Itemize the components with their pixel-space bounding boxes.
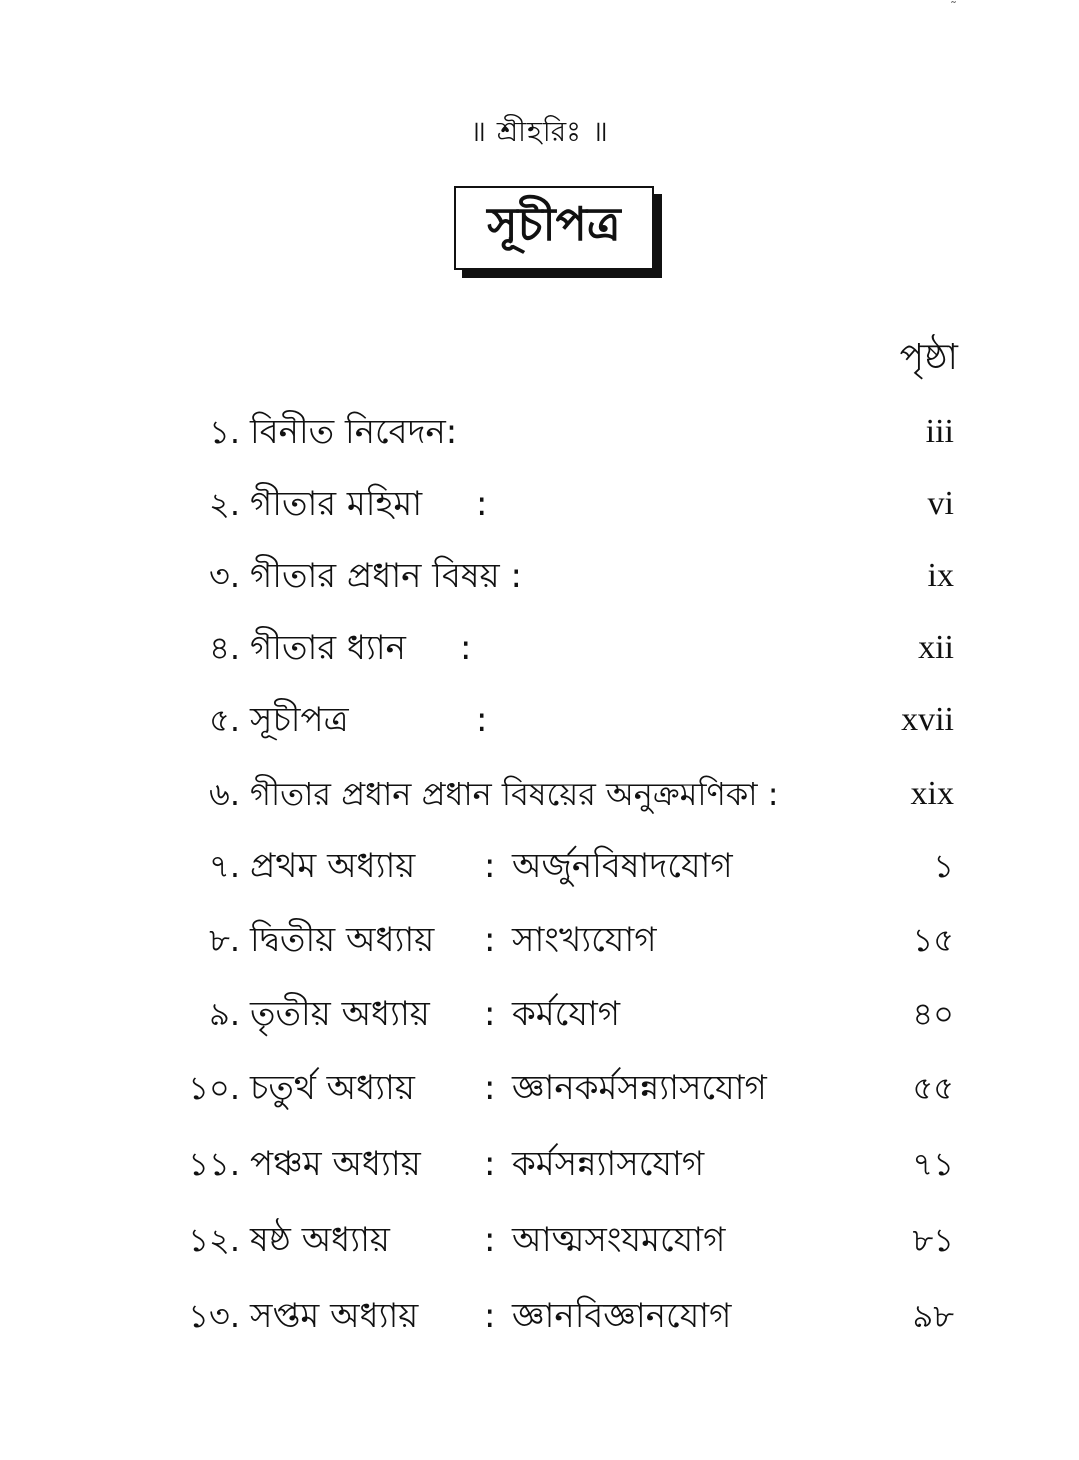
toc-number: ১০. — [188, 1069, 240, 1107]
toc-page-number: xix — [910, 775, 954, 812]
toc-row — [0, 402, 1079, 462]
toc-row — [0, 984, 1079, 1044]
toc-label: প্রথম অধ্যায় — [250, 846, 416, 886]
toc-label: দ্বিতীয় অধ্যায় — [250, 920, 435, 960]
toc-row — [0, 910, 1079, 970]
toc-page-number: ৯৮ — [912, 1297, 954, 1335]
toc-page-number: ১ — [933, 847, 954, 885]
toc-colon: : — [460, 628, 472, 668]
toc-row — [0, 546, 1079, 606]
corner-mark: ˜ — [950, 0, 957, 16]
toc-page-number: ৪০ — [912, 995, 954, 1033]
toc-label: সপ্তম অধ্যায় — [250, 1296, 419, 1336]
toc-subtitle: কর্মযোগ — [512, 994, 621, 1034]
toc-number: ৮. — [209, 921, 240, 959]
title-frame — [454, 186, 654, 270]
toc-number: ৯. — [209, 995, 240, 1033]
toc-label: গীতার মহিমা — [250, 484, 423, 524]
toc-page-number: ৫৫ — [912, 1069, 954, 1107]
page-column-heading: পৃষ্ঠা — [899, 337, 958, 378]
toc-colon: : — [484, 994, 496, 1034]
toc-label: গীতার ধ্যান — [250, 628, 406, 668]
toc-subtitle: সাংখ্যযোগ — [512, 920, 657, 960]
toc-subtitle: কর্মসন্ন্যাসযোগ — [512, 1144, 705, 1184]
toc-subtitle: জ্ঞানকর্মসন্ন্যাসযোগ — [512, 1068, 767, 1108]
toc-row — [0, 1286, 1079, 1346]
toc-colon: : — [476, 700, 488, 740]
toc-page-number: ix — [927, 557, 954, 594]
toc-colon: : — [484, 1220, 496, 1260]
toc-row — [0, 690, 1079, 750]
toc-colon: : — [484, 846, 496, 886]
toc-number: ১১. — [188, 1145, 240, 1183]
toc-label: গীতার প্রধান প্রধান বিষয়ের অনুক্রমণিকা : — [250, 775, 779, 813]
toc-label: চতুর্থ অধ্যায় — [250, 1068, 415, 1108]
title-box — [454, 186, 654, 270]
toc-number: ১. — [209, 413, 240, 451]
invocation-line: ॥ শ্রীহরিঃ ॥ — [470, 115, 609, 148]
toc-number: ৬. — [209, 775, 240, 813]
toc-number: ৭. — [209, 847, 240, 885]
toc-row — [0, 836, 1079, 896]
toc-colon: : — [484, 1296, 496, 1336]
toc-number: ২. — [209, 485, 240, 523]
toc-page-number: xvii — [901, 701, 954, 738]
toc-page-number: iii — [925, 413, 954, 450]
toc-page-number: ৮১ — [912, 1221, 954, 1259]
toc-row — [0, 474, 1079, 534]
toc-row — [0, 618, 1079, 678]
toc-label: সূচীপত্র — [250, 700, 349, 740]
toc-label: পঞ্চম অধ্যায় — [250, 1144, 421, 1184]
toc-row — [0, 1210, 1079, 1270]
toc-number: ৩. — [209, 557, 240, 595]
toc-label: তৃতীয় অধ্যায় — [250, 994, 430, 1034]
toc-colon: : — [484, 920, 496, 960]
toc-label: ষষ্ঠ অধ্যায় — [250, 1220, 390, 1260]
toc-subtitle: জ্ঞানবিজ্ঞানযোগ — [512, 1296, 732, 1336]
toc-label: বিনীত নিবেদন: — [250, 412, 458, 452]
toc-page-number: vi — [927, 485, 954, 522]
toc-page-number: xii — [918, 629, 954, 666]
toc-number: ৪. — [209, 629, 240, 667]
toc-label: গীতার প্রধান বিষয় : — [250, 556, 522, 596]
toc-subtitle: আত্মসংযমযোগ — [512, 1220, 726, 1260]
toc-number: ১২. — [188, 1221, 240, 1259]
toc-colon: : — [484, 1144, 496, 1184]
toc-colon: : — [484, 1068, 496, 1108]
toc-row — [0, 1058, 1079, 1118]
toc-row — [0, 764, 1079, 824]
toc-number: ১৩. — [188, 1297, 240, 1335]
toc-page-number: ৭১ — [912, 1145, 954, 1183]
toc-page-number: ১৫ — [912, 921, 954, 959]
toc-row — [0, 1134, 1079, 1194]
page-title: সূচীপত্র — [487, 197, 621, 251]
toc-subtitle: অর্জুনবিষাদযোগ — [512, 846, 733, 886]
toc-colon: : — [476, 484, 488, 524]
toc-number: ৫. — [209, 701, 240, 739]
